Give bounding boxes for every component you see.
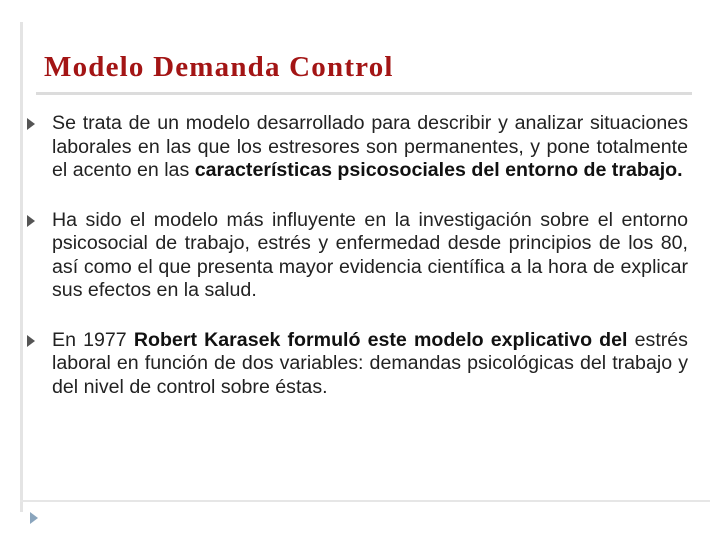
triangle-bullet-icon — [27, 118, 35, 130]
bullet-3-text-end: estrés laboral en función de dos variables: demandas psicológicas del trabajo y del nivel de control sobre éstas. — [52, 328, 688, 398]
triangle-bullet-icon — [27, 335, 35, 347]
triangle-bullet-icon — [27, 215, 35, 227]
bullet-item-2 — [20, 209, 688, 303]
bullet-item-1 — [20, 112, 688, 183]
title-underline — [36, 92, 692, 95]
slide-nav-arrow-icon[interactable] — [30, 512, 38, 524]
bullet-2-text: Ha sido el modelo más influyente en la investigación sobre el entorno psicosocial de trabajo, estrés y enfermedad desde principios de los 80, así como el que presenta mayor evidencia científica a la hora de explicar sus efectos en la salud. — [52, 208, 688, 301]
bullet-1-text: Se trata de un modelo desarrollado para describir y analizar situaciones laborales en las que los estresores son permanentes, y pone totalmente el acento en las — [52, 112, 688, 181]
bullet-item-3 — [20, 329, 688, 400]
slide-title: Modelo Demanda Control — [44, 51, 394, 83]
bullet-list — [20, 112, 688, 425]
footer-rule — [20, 500, 710, 502]
bullet-1-bold: características psicosociales del entorno de trabajo. — [194, 159, 683, 181]
bullet-3-bold: Robert Karasek formuló este modelo explicativo del — [133, 328, 628, 351]
bullet-3-text: En 1977 — [52, 328, 134, 351]
